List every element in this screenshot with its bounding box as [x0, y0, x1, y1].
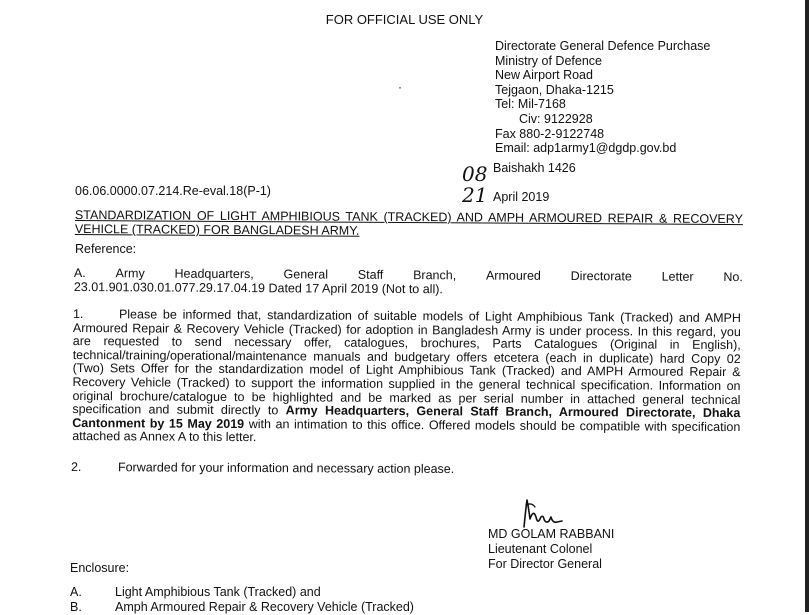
date-english: April 2019 [493, 190, 550, 204]
paragraph-number: 1. [72, 307, 84, 322]
address-line: Directorate General Defence Purchase [495, 39, 711, 53]
reference-a-word: General [283, 267, 329, 282]
reference-a-word: Staff [357, 267, 384, 282]
reference-a-word: Army [115, 266, 145, 281]
signatory-rank: Lieutenant Colonel [488, 542, 593, 556]
address-line: New Airport Road [495, 68, 593, 83]
reference-number: 06.06.0000.07.214.Re-eval.18(P-1) [75, 184, 271, 198]
signatory-role: For Director General [488, 557, 602, 571]
date-bengali: Baishakh 1426 [493, 161, 576, 175]
paragraph-number: 2. [70, 460, 82, 475]
signatory-block [488, 527, 614, 572]
reference-label: Reference: [75, 242, 137, 256]
paragraph-2 [71, 460, 454, 476]
enclosure-item-text: Amph Armoured Repair & Recovery Vehicle (Tracked) [115, 600, 414, 614]
paragraph-text: with an intimation to this office. Offered models should be compatible with specification attached as Annex A to this letter. [72, 416, 741, 445]
reference-a-word: Armoured [485, 268, 541, 283]
enclosure-list [70, 585, 414, 615]
enclosure-item-num: B. [70, 600, 82, 614]
enclosure-label: Enclosure: [70, 561, 130, 575]
paragraph-text: Please be informed that, standardization of suitable models of Light Amphibious Tank (Tracked) and AMPH Armoured Repair & Recovery Vehicle (Tracked) for adoption in Bangladesh Army is under process. In this regard, you are requested to send necessary offer, catalogues, brochures, Parts Catalogues (Original in English), technical/training/operational/maintenance manuals and budgetary offers etcetera (each in duplicate) hard Copy 02 (Two) Sets Offer for the standardization model of Light Amphibious Tank (Tracked) and AMPH Armoured Repair & Recovery Vehicle (Tracked) to support the information supplied in the general technical specification. Information on original brochure/catalogue to be highlighted and be marked as per serial number in attached general technical specification and submit directly to [72, 307, 741, 418]
handwritten-day-top: 08 [462, 162, 488, 186]
handwritten-day [462, 162, 488, 207]
page-header: FOR OFFICIAL USE ONLY [325, 12, 484, 27]
reference-a-word: A. [73, 266, 86, 281]
subject-line: STANDARDIZATION OF LIGHT AMPHIBIOUS TANK (TRACKED) AND AMPH ARMOURED REPAIR & RECOVERY VEHICLE (TRACKED) FOR BANGLADESH ARMY. [74, 208, 743, 238]
address-line: Tel: Mil-7168 [495, 97, 566, 112]
reference-a-word: Directorate [570, 269, 632, 284]
paragraph-bold-text: Army Headquarters, General Staff Branch, Armoured Directorate, Dhaka Cantonment by 15 May 2019 [72, 403, 741, 431]
reference-a-word: Headquarters, [174, 266, 254, 282]
enclosure-item [70, 585, 414, 600]
paragraph-1 [72, 308, 741, 448]
reference-a-word: Letter [661, 269, 694, 284]
enclosure-item-text: Light Amphibious Tank (Tracked) and [115, 585, 321, 599]
reference-a-line2: 23.01.901.030.01.077.29.17.04.19 Dated 17 April 2019 (Not to all). [73, 279, 443, 297]
address-line: Fax 880-2-9122748 [495, 126, 605, 141]
signature-image [518, 497, 564, 531]
paragraph-text: Forwarded for your information and necessary action please. [117, 460, 455, 477]
address-line: Tejgaon, Dhaka-1215 [495, 82, 614, 97]
reference-a-word: No. [723, 269, 743, 285]
scan-edge [805, 0, 809, 612]
address-line: Civ: 9122928 [519, 111, 593, 126]
sender-address [495, 39, 710, 156]
enclosure-item-num: A. [70, 585, 82, 599]
reference-a-word: Branch, [413, 268, 457, 283]
handwritten-day-bottom: 21 [462, 183, 488, 207]
address-line: Email: adp1army1@dgdp.gov.bd [495, 141, 677, 156]
speck: · [398, 80, 402, 94]
address-line: Ministry of Defence [495, 53, 602, 68]
signatory-name: MD GOLAM RABBANI [488, 527, 615, 541]
reference-a [74, 266, 743, 298]
enclosure-item [70, 600, 414, 615]
